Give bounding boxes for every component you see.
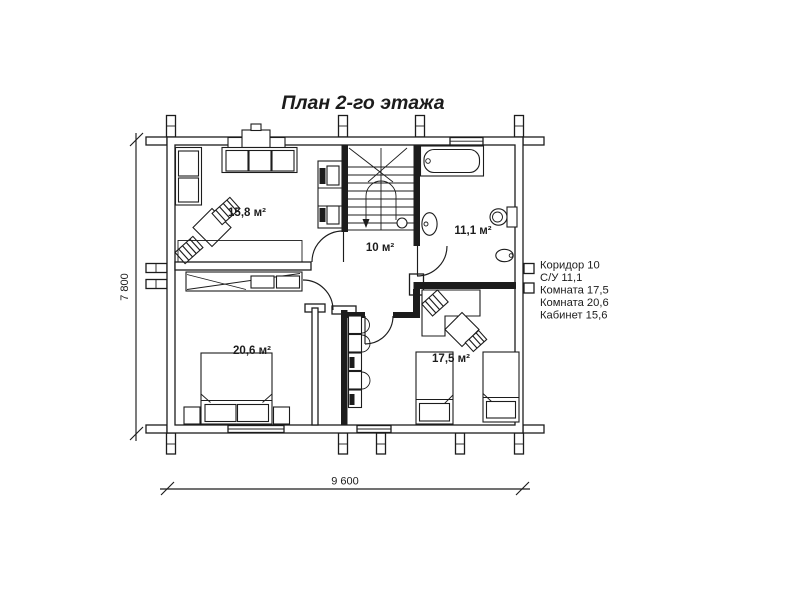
living-room-area-label: 15,8 м² bbox=[228, 207, 266, 219]
fireplace bbox=[228, 124, 285, 148]
toilet bbox=[490, 207, 517, 227]
sofa bbox=[222, 148, 297, 173]
legend-item-room-20: Комната 20,6 bbox=[540, 297, 609, 309]
stair-newel-post bbox=[397, 218, 407, 228]
hallway-area-label: 10 м² bbox=[365, 242, 395, 254]
nightstand-left bbox=[184, 407, 200, 424]
washbasin bbox=[422, 213, 437, 236]
double-bed bbox=[201, 353, 272, 424]
window-bathroom bbox=[450, 138, 483, 146]
stair-shelving-unit bbox=[318, 161, 342, 228]
legend-item-corridor: Коридор 10 bbox=[540, 259, 600, 272]
width-dimension-label: 9 600 bbox=[331, 475, 359, 488]
window-bedroom bbox=[228, 426, 284, 433]
legend-item-bathroom: С/У 11,1 bbox=[540, 272, 583, 284]
room-legend bbox=[540, 260, 609, 322]
legend-item-room-17: Комната 17,5 bbox=[540, 284, 609, 297]
legend-item-cabinet: Кабинет 15,6 bbox=[540, 309, 608, 322]
height-dimension-label: 7 800 bbox=[119, 273, 131, 301]
children-room-area-label: 17,5 м² bbox=[432, 353, 470, 365]
corner-sofa bbox=[176, 148, 202, 206]
dimension-height bbox=[119, 133, 143, 441]
wardrobe bbox=[186, 272, 302, 291]
dimension-width bbox=[160, 476, 530, 496]
bedroom-area-label: 20,6 м² bbox=[233, 345, 271, 357]
small-sink bbox=[496, 249, 513, 261]
plan-title: План 2-го этажа bbox=[281, 92, 445, 114]
single-bed-right bbox=[483, 352, 519, 422]
nightstand-right bbox=[274, 407, 290, 424]
bathtub bbox=[421, 146, 484, 176]
window-hallway bbox=[357, 426, 391, 433]
bathroom-area-label: 11,1 м² bbox=[454, 225, 492, 237]
